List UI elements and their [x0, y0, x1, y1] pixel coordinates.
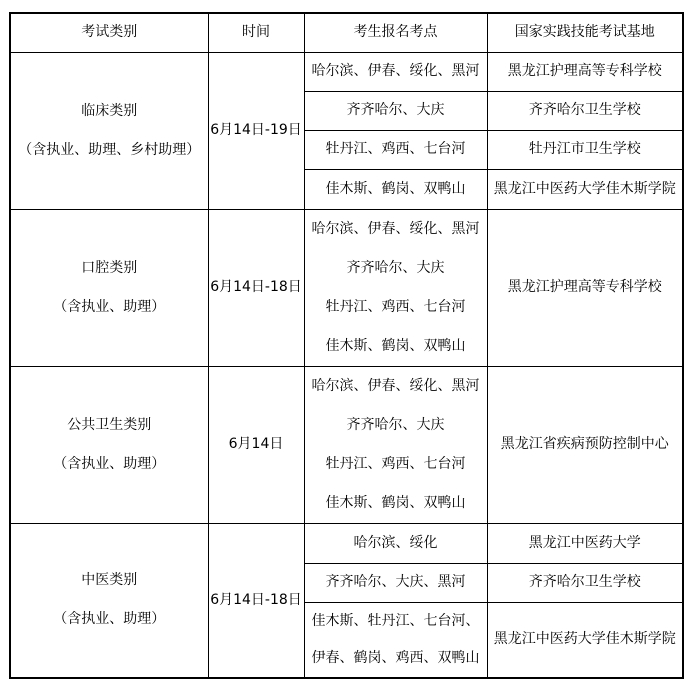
sites-cell: 哈尔滨、伊春、绥化、黑河	[304, 52, 487, 91]
table-row	[10, 523, 683, 563]
sites-cell-multi	[304, 602, 487, 678]
header-row	[10, 13, 683, 52]
sites-cell: 哈尔滨、绥化	[304, 523, 487, 563]
table-row	[10, 52, 683, 91]
sites-cell: 齐齐哈尔、大庆、黑河	[304, 563, 487, 602]
category-cell-tcm	[10, 523, 208, 678]
time-cell: 6月14日-18日	[208, 523, 304, 678]
category-note: （含执业、助理）	[53, 611, 166, 627]
sites-cell-multi	[304, 209, 487, 366]
header-registration-sites: 考生报名考点	[304, 13, 487, 52]
sites-line: 佳木斯、牡丹江、七台河、	[311, 612, 480, 629]
category-name: 临床类别	[81, 102, 138, 119]
sites-line: 佳木斯、鹤岗、双鸭山	[325, 494, 466, 511]
base-cell: 黑龙江省疾病预防控制中心	[487, 366, 683, 523]
category-cell-clinical	[10, 52, 208, 209]
time-cell: 6月14日-19日	[208, 52, 304, 209]
base-cell: 黑龙江中医药大学佳木斯学院	[487, 169, 683, 209]
header-exam-category: 考试类别	[10, 13, 208, 52]
base-cell: 黑龙江护理高等专科学校	[487, 52, 683, 91]
category-cell-dental	[10, 209, 208, 366]
header-time: 时间	[208, 13, 304, 52]
category-note: （含执业、助理、乡村助理）	[18, 141, 201, 158]
sites-cell: 佳木斯、鹤岗、双鸭山	[304, 169, 487, 209]
base-cell: 齐齐哈尔卫生学校	[487, 91, 683, 130]
base-cell: 黑龙江护理高等专科学校	[487, 209, 683, 366]
base-cell: 齐齐哈尔卫生学校	[487, 563, 683, 602]
table-row	[10, 209, 683, 366]
base-cell: 牡丹江市卫生学校	[487, 130, 683, 169]
category-cell-public-health	[10, 366, 208, 523]
base-cell: 黑龙江中医药大学佳木斯学院	[487, 602, 683, 678]
header-skill-exam-base: 国家实践技能考试基地	[487, 13, 683, 52]
sites-line: 齐齐哈尔、大庆	[346, 259, 445, 276]
category-name: 口腔类别	[81, 259, 138, 276]
exam-schedule-table	[9, 12, 684, 679]
sites-cell-multi	[304, 366, 487, 523]
time-cell: 6月14日-18日	[208, 209, 304, 366]
table-row	[10, 366, 683, 523]
sites-line: 牡丹江、鸡西、七台河	[325, 455, 466, 472]
sites-line: 牡丹江、鸡西、七台河	[325, 298, 466, 315]
sites-line: 齐齐哈尔、大庆	[346, 416, 445, 433]
time-cell: 6月14日	[208, 366, 304, 523]
category-name: 中医类别	[81, 572, 138, 588]
sites-line: 伊春、鹤岗、鸡西、双鸭山	[311, 649, 480, 666]
sites-line: 佳木斯、鹤岗、双鸭山	[325, 337, 466, 354]
category-note: （含执业、助理）	[53, 298, 166, 315]
category-note: （含执业、助理）	[53, 455, 166, 472]
sites-line: 哈尔滨、伊春、绥化、黑河	[311, 377, 480, 394]
sites-cell: 牡丹江、鸡西、七台河	[304, 130, 487, 169]
sites-line: 哈尔滨、伊春、绥化、黑河	[311, 220, 480, 237]
sites-cell: 齐齐哈尔、大庆	[304, 91, 487, 130]
base-cell: 黑龙江中医药大学	[487, 523, 683, 563]
category-name: 公共卫生类别	[67, 416, 152, 433]
